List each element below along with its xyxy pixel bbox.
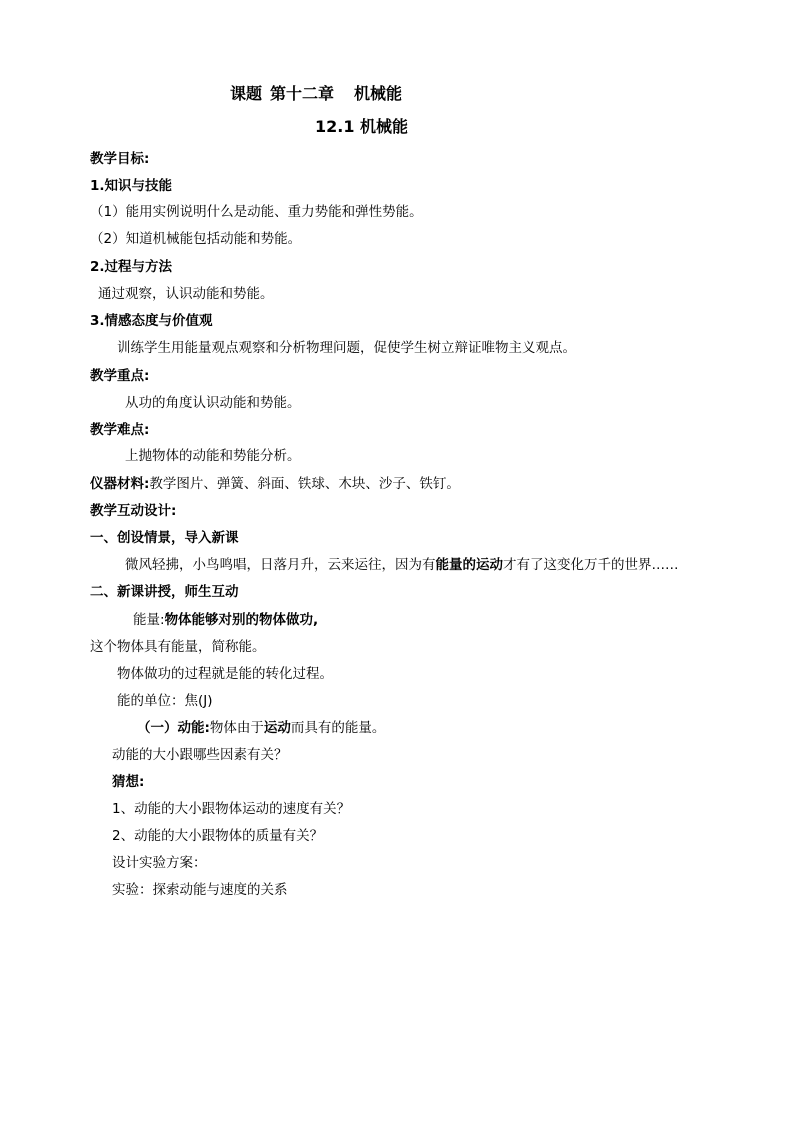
objective-2-heading: 2.过程与方法 (90, 259, 173, 275)
objective-3-text: 训练学生用能量观点观察和分析物理问题，促使学生树立辩证唯物主义观点。 (117, 340, 576, 356)
guess-heading: 猜想: (112, 774, 145, 790)
section-subtitle: 12.1 机械能 (315, 117, 409, 136)
kinetic-energy-def-bold: 运动 (263, 720, 291, 736)
lesson-title (230, 84, 402, 104)
objective-3-heading: 3.情感态度与价值观 (90, 313, 213, 329)
kinetic-energy-definition (137, 718, 385, 738)
kinetic-energy-label: 动能: (177, 720, 210, 736)
objective-2-text: 通过观察，认识动能和势能。 (98, 286, 274, 302)
materials-label: 仪器材料: (90, 476, 150, 492)
section-1-text-b: 才有了这变化万千的世界…… (503, 557, 679, 573)
design-plan-text: 设计实验方案： (112, 855, 207, 871)
kinetic-energy-question: 动能的大小跟哪些因素有关？ (112, 747, 288, 763)
kinetic-energy-number: （一） (137, 720, 178, 736)
key-point-heading: 教学重点: (90, 368, 150, 384)
energy-label: 能量: (133, 612, 165, 628)
energy-definition (133, 610, 318, 630)
guess-2: 2、动能的大小跟物体的质量有关？ (112, 828, 324, 844)
section-2-heading: 二、新课讲授，师生互动 (90, 584, 239, 600)
energy-unit-text: 能的单位：焦(J) (117, 693, 213, 709)
materials-line (90, 474, 460, 494)
objectives-heading: 教学目标: (90, 151, 150, 167)
difficulty-heading: 教学难点: (90, 422, 150, 438)
energy-transform-text: 物体做功的过程就是能的转化过程。 (117, 666, 333, 682)
title-name: 机械能 (354, 84, 403, 103)
guess-1: 1、动能的大小跟物体运动的速度有关？ (112, 801, 351, 817)
section-1-text (125, 555, 679, 575)
objective-1-item-1: （1）能用实例说明什么是动能、重力势能和弹性势能。 (90, 204, 423, 220)
section-1-text-bold: 能量的运动 (435, 557, 503, 573)
difficulty-text: 上抛物体的动能和势能分析。 (125, 448, 301, 464)
materials-text: 教学图片、弹簧、斜面、铁球、木块、沙子、铁钉。 (149, 476, 460, 492)
objective-1-heading: 1.知识与技能 (90, 178, 173, 194)
kinetic-energy-def-b: 而具有的能量。 (290, 720, 386, 736)
key-point-text: 从功的角度认识动能和势能。 (125, 395, 301, 411)
title-prefix: 课题 (230, 84, 263, 103)
section-1-text-a: 微风轻拂，小鸟鸣唱，日落月升，云来运往，因为有 (125, 557, 436, 573)
energy-definition-bold: 物体能够对别的物体做功, (164, 612, 319, 628)
energy-definition-continued: 这个物体具有能量，简称能。 (90, 639, 266, 655)
section-1-heading: 一、创设情景，导入新课 (90, 530, 239, 546)
interactive-design-heading: 教学互动设计: (90, 503, 177, 519)
objective-1-item-2: （2）知道机械能包括动能和势能。 (90, 231, 302, 247)
experiment-text: 实验：探索动能与速度的关系 (112, 882, 288, 898)
title-chapter: 第十二章 (270, 84, 335, 103)
kinetic-energy-def-a: 物体由于 (209, 720, 264, 736)
